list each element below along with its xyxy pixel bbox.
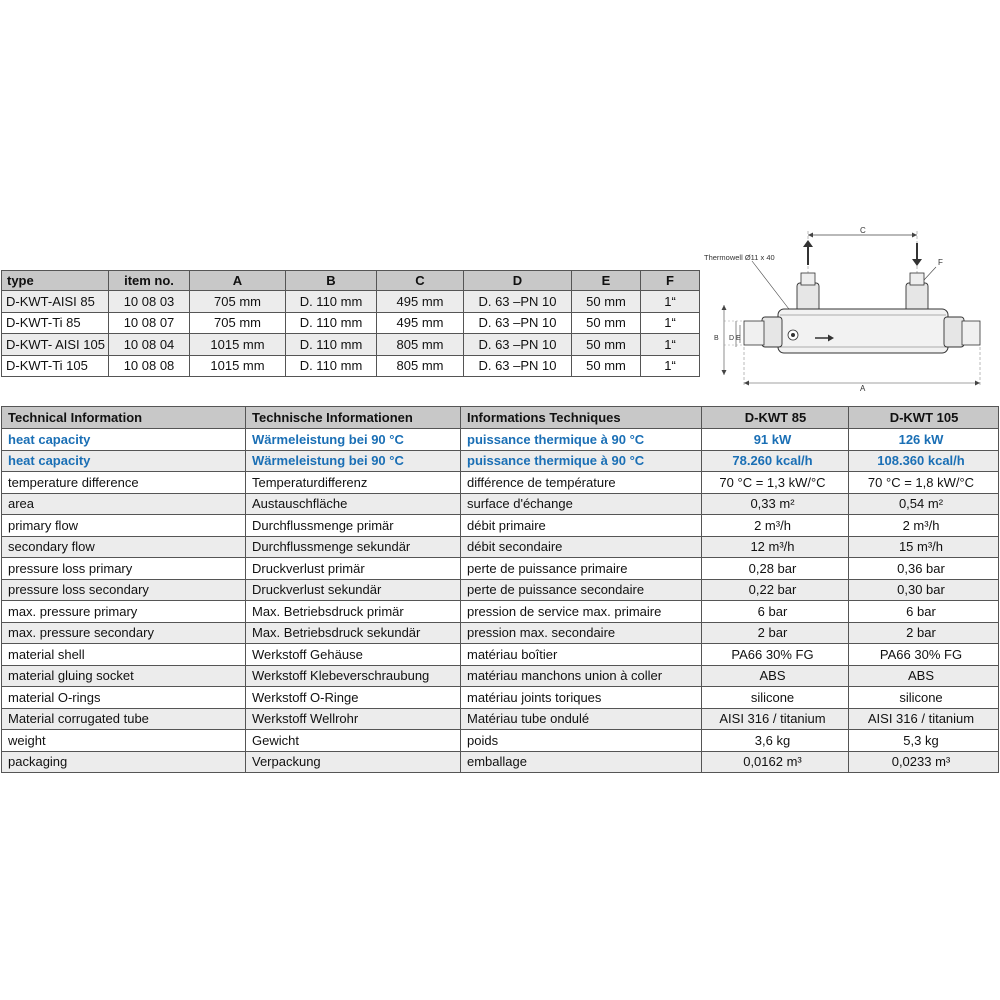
table-row: [2, 493, 999, 515]
cell-french: pression max. secondaire: [461, 622, 702, 644]
table-row: [2, 355, 700, 377]
heat-exchanger-diagram: [700, 225, 1000, 395]
header-f: F: [641, 271, 700, 291]
cell-german: Durchflussmenge primär: [246, 515, 461, 537]
cell-french: différence de température: [461, 472, 702, 494]
cell-c: 805 mm: [377, 355, 464, 377]
cell-english: primary flow: [2, 515, 246, 537]
cell-e: 50 mm: [572, 334, 641, 356]
header-item-no: item no.: [109, 271, 190, 291]
cell-english: material O-rings: [2, 687, 246, 709]
cell-english: Material corrugated tube: [2, 708, 246, 730]
table-row: [2, 291, 700, 313]
cell-d-kwt-105: 0,0233 m³: [849, 751, 999, 773]
cell-d-kwt-105: silicone: [849, 687, 999, 709]
dimension-a-label: A: [860, 384, 866, 393]
cell-d: D. 63 –PN 10: [464, 291, 572, 313]
cell-english: area: [2, 493, 246, 515]
cell-d-kwt-85: 91 kW: [702, 429, 849, 451]
cell-a: 1015 mm: [190, 355, 286, 377]
cell-english: weight: [2, 730, 246, 752]
technical-information-table: [1, 406, 999, 773]
cell-item-no: 10 08 04: [109, 334, 190, 356]
table-row: [2, 751, 999, 773]
table-row: [2, 665, 999, 687]
cell-d-kwt-105: 126 kW: [849, 429, 999, 451]
table-row: [2, 579, 999, 601]
technical-header-row: [2, 407, 999, 429]
cell-d-kwt-85: 3,6 kg: [702, 730, 849, 752]
cell-d-kwt-85: ABS: [702, 665, 849, 687]
cell-german: Max. Betriebsdruck sekundär: [246, 622, 461, 644]
cell-d-kwt-105: 0,54 m²: [849, 493, 999, 515]
cell-d-kwt-85: 78.260 kcal/h: [702, 450, 849, 472]
thermowell-label: Thermowell Ø11 x 40: [704, 253, 775, 262]
cell-german: Gewicht: [246, 730, 461, 752]
cell-d-kwt-105: PA66 30% FG: [849, 644, 999, 666]
header-e: E: [572, 271, 641, 291]
table-row: [2, 687, 999, 709]
dimension-c-label: C: [860, 226, 866, 235]
cell-english: temperature difference: [2, 472, 246, 494]
cell-german: Werkstoff Wellrohr: [246, 708, 461, 730]
cell-c: 805 mm: [377, 334, 464, 356]
cell-german: Max. Betriebsdruck primär: [246, 601, 461, 623]
heat-exchanger-body: [744, 273, 980, 353]
cell-french: matériau boîtier: [461, 644, 702, 666]
cell-type: D-KWT-AISI 85: [2, 291, 109, 313]
cell-f: 1“: [641, 312, 700, 334]
cell-f: 1“: [641, 355, 700, 377]
cell-d-kwt-85: 0,22 bar: [702, 579, 849, 601]
dimension-d-label: D: [729, 335, 735, 342]
header-d-kwt-85: D-KWT 85: [702, 407, 849, 429]
cell-french: Matériau tube ondulé: [461, 708, 702, 730]
cell-english: pressure loss primary: [2, 558, 246, 580]
cell-d-kwt-85: 0,33 m²: [702, 493, 849, 515]
table-row: [2, 450, 999, 472]
cell-d-kwt-85: 0,0162 m³: [702, 751, 849, 773]
dimension-b-label: B: [714, 335, 719, 342]
header-technical-information: Technical Information: [2, 407, 246, 429]
cell-c: 495 mm: [377, 291, 464, 313]
table-row: [2, 334, 700, 356]
cell-german: Austauschfläche: [246, 493, 461, 515]
table-row: [2, 708, 999, 730]
header-d: D: [464, 271, 572, 291]
thermowell-leader-line: [752, 261, 792, 313]
table-row: [2, 472, 999, 494]
cell-english: packaging: [2, 751, 246, 773]
header-type: type: [2, 271, 109, 291]
cell-d-kwt-105: 5,3 kg: [849, 730, 999, 752]
cell-english: pressure loss secondary: [2, 579, 246, 601]
cell-d: D. 63 –PN 10: [464, 355, 572, 377]
cell-german: Verpackung: [246, 751, 461, 773]
cell-d: D. 63 –PN 10: [464, 334, 572, 356]
cell-d-kwt-105: 15 m³/h: [849, 536, 999, 558]
cell-a: 1015 mm: [190, 334, 286, 356]
cell-english: material shell: [2, 644, 246, 666]
dimensions-table: [1, 270, 700, 377]
cell-english: secondary flow: [2, 536, 246, 558]
cell-b: D. 110 mm: [286, 291, 377, 313]
header-informations-techniques: Informations Techniques: [461, 407, 702, 429]
cell-english: heat capacity: [2, 429, 246, 451]
cell-e: 50 mm: [572, 291, 641, 313]
cell-english: max. pressure secondary: [2, 622, 246, 644]
cell-english: heat capacity: [2, 450, 246, 472]
cell-english: max. pressure primary: [2, 601, 246, 623]
table-row: [2, 644, 999, 666]
cell-d-kwt-105: 2 m³/h: [849, 515, 999, 537]
table-row: [2, 622, 999, 644]
table-row: [2, 558, 999, 580]
cell-french: perte de puissance primaire: [461, 558, 702, 580]
cell-d-kwt-85: 6 bar: [702, 601, 849, 623]
table-row: [2, 730, 999, 752]
header-a: A: [190, 271, 286, 291]
cell-german: Wärmeleistung bei 90 °C: [246, 450, 461, 472]
cell-german: Druckverlust primär: [246, 558, 461, 580]
cell-d-kwt-105: ABS: [849, 665, 999, 687]
cell-german: Wärmeleistung bei 90 °C: [246, 429, 461, 451]
cell-a: 705 mm: [190, 291, 286, 313]
cell-e: 50 mm: [572, 355, 641, 377]
cell-german: Temperaturdifferenz: [246, 472, 461, 494]
cell-french: emballage: [461, 751, 702, 773]
cell-type: D-KWT-Ti 85: [2, 312, 109, 334]
cell-e: 50 mm: [572, 312, 641, 334]
cell-french: surface d'échange: [461, 493, 702, 515]
cell-german: Werkstoff Gehäuse: [246, 644, 461, 666]
cell-german: Werkstoff Klebeverschraubung: [246, 665, 461, 687]
cell-d-kwt-85: PA66 30% FG: [702, 644, 849, 666]
table-row: [2, 601, 999, 623]
cell-b: D. 110 mm: [286, 334, 377, 356]
cell-item-no: 10 08 08: [109, 355, 190, 377]
cell-d-kwt-85: 2 bar: [702, 622, 849, 644]
cell-d: D. 63 –PN 10: [464, 312, 572, 334]
dimension-f-label: F: [938, 258, 943, 267]
header-c: C: [377, 271, 464, 291]
cell-d-kwt-85: 70 °C = 1,3 kW/°C: [702, 472, 849, 494]
cell-item-no: 10 08 07: [109, 312, 190, 334]
cell-d-kwt-85: silicone: [702, 687, 849, 709]
cell-b: D. 110 mm: [286, 312, 377, 334]
cell-french: puissance thermique à 90 °C: [461, 429, 702, 451]
dimension-a: [744, 347, 980, 393]
cell-french: débit primaire: [461, 515, 702, 537]
cell-b: D. 110 mm: [286, 355, 377, 377]
cell-d-kwt-105: 0,30 bar: [849, 579, 999, 601]
table-row: [2, 536, 999, 558]
cell-french: débit secondaire: [461, 536, 702, 558]
cell-d-kwt-85: 12 m³/h: [702, 536, 849, 558]
cell-d-kwt-85: AISI 316 / titanium: [702, 708, 849, 730]
header-b: B: [286, 271, 377, 291]
cell-german: Durchflussmenge sekundär: [246, 536, 461, 558]
cell-d-kwt-105: 108.360 kcal/h: [849, 450, 999, 472]
dimension-b-d-e: [714, 305, 744, 375]
cell-french: pression de service max. primaire: [461, 601, 702, 623]
table-row: [2, 312, 700, 334]
cell-french: matériau joints toriques: [461, 687, 702, 709]
header-d-kwt-105: D-KWT 105: [849, 407, 999, 429]
dimensions-header-row: [2, 271, 700, 291]
cell-french: puissance thermique à 90 °C: [461, 450, 702, 472]
cell-french: matériau manchons union à coller: [461, 665, 702, 687]
cell-d-kwt-85: 0,28 bar: [702, 558, 849, 580]
cell-d-kwt-105: 70 °C = 1,8 kW/°C: [849, 472, 999, 494]
cell-type: D-KWT-Ti 105: [2, 355, 109, 377]
cell-d-kwt-105: 2 bar: [849, 622, 999, 644]
cell-french: poids: [461, 730, 702, 752]
dimension-e-label: E: [736, 335, 741, 342]
cell-d-kwt-105: AISI 316 / titanium: [849, 708, 999, 730]
cell-german: Druckverlust sekundär: [246, 579, 461, 601]
cell-f: 1“: [641, 291, 700, 313]
dimension-c: [808, 226, 917, 280]
cell-d-kwt-105: 6 bar: [849, 601, 999, 623]
cell-english: material gluing socket: [2, 665, 246, 687]
cell-item-no: 10 08 03: [109, 291, 190, 313]
cell-d-kwt-105: 0,36 bar: [849, 558, 999, 580]
cell-c: 495 mm: [377, 312, 464, 334]
table-row: [2, 515, 999, 537]
cell-type: D-KWT- AISI 105: [2, 334, 109, 356]
cell-a: 705 mm: [190, 312, 286, 334]
cell-d-kwt-85: 2 m³/h: [702, 515, 849, 537]
cell-german: Werkstoff O-Ringe: [246, 687, 461, 709]
table-row: [2, 429, 999, 451]
cell-f: 1“: [641, 334, 700, 356]
header-technische-informationen: Technische Informationen: [246, 407, 461, 429]
cell-french: perte de puissance secondaire: [461, 579, 702, 601]
